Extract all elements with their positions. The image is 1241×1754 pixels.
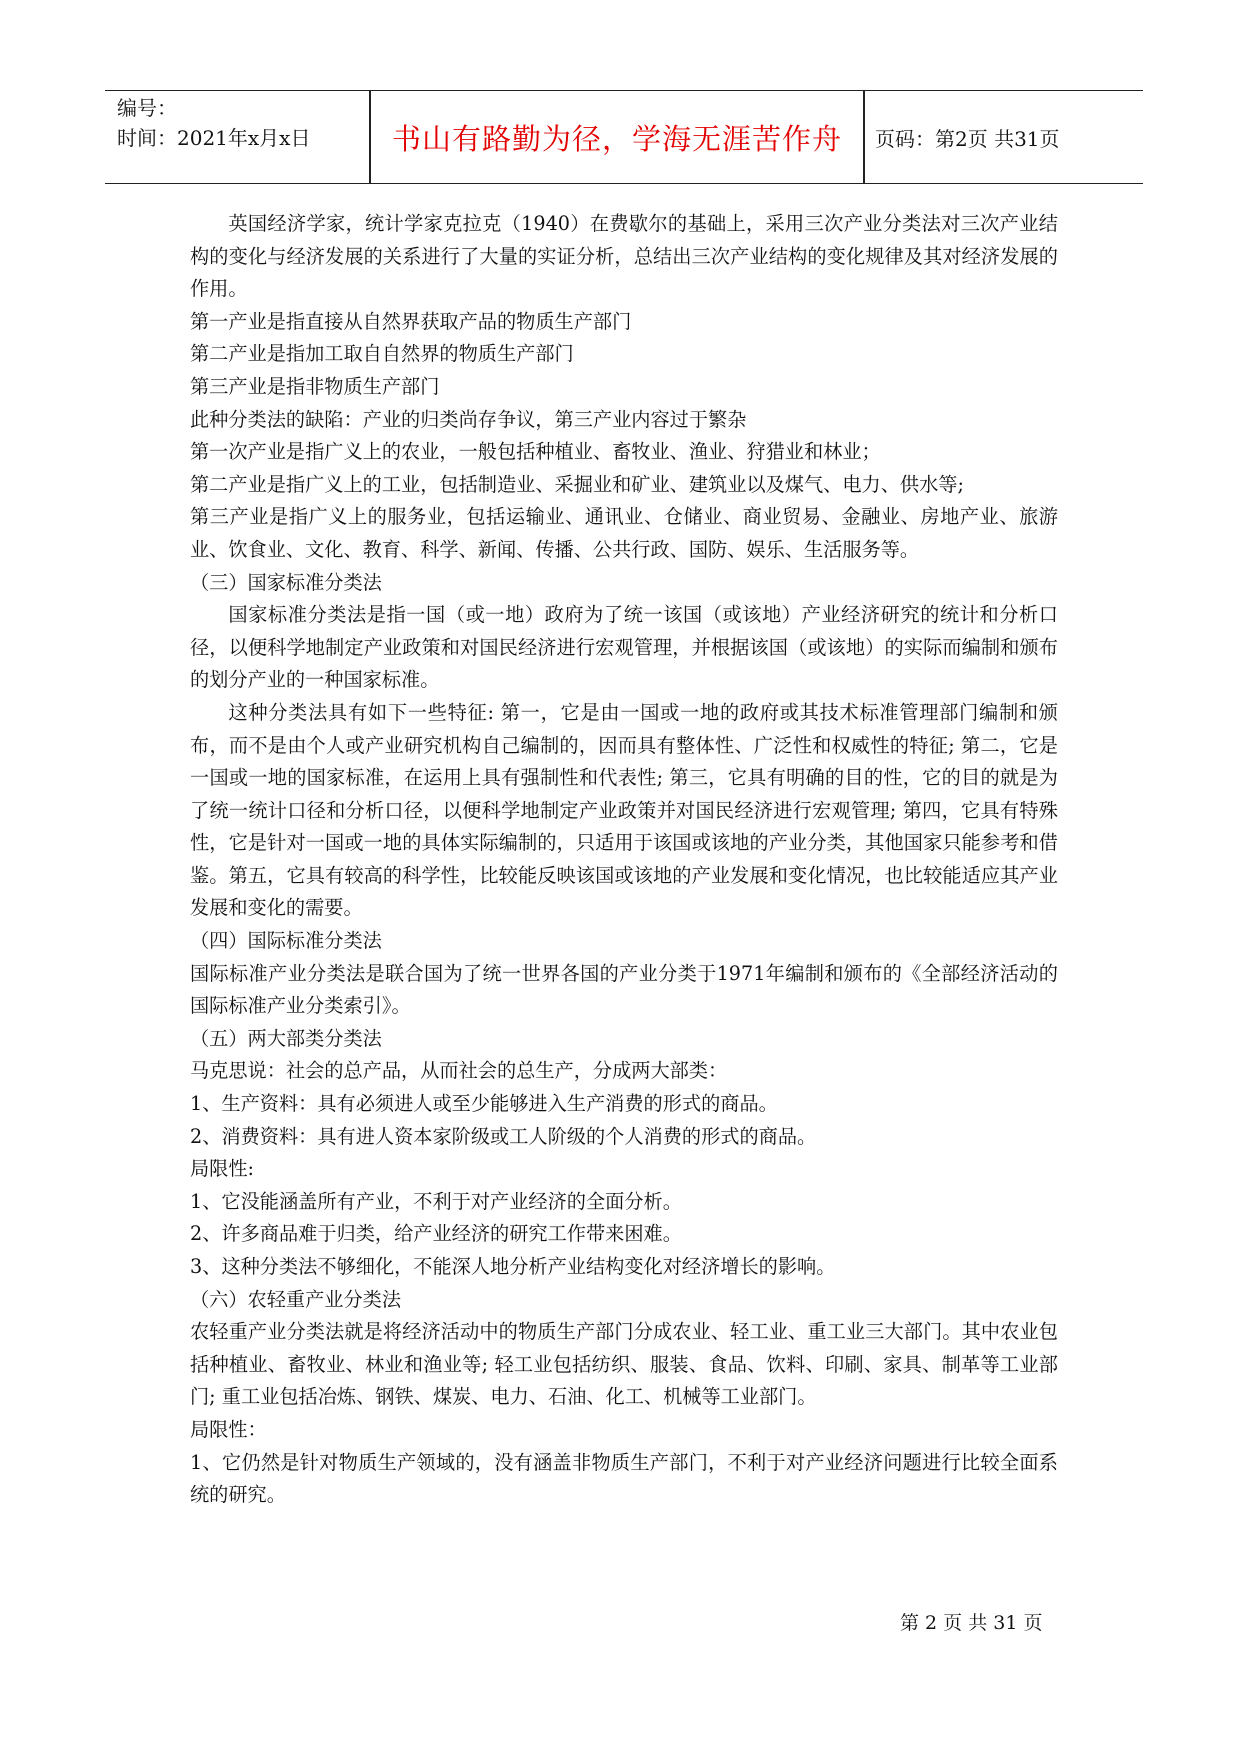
paragraph: 此种分类法的缺陷：产业的归类尚存争议，第三产业内容过于繁杂: [190, 407, 747, 431]
paragraph: 第二产业是指加工取自自然界的物质生产部门: [190, 342, 574, 366]
document-time-label: 时间：2021年x月x日: [117, 126, 311, 150]
paragraph: 马克思说：社会的总产品，从而社会的总生产，分成两大部类：: [190, 1059, 728, 1083]
paragraph: 第三产业是指广义上的服务业，包括运输业、通讯业、仓储业、商业贸易、金融业、房地产业、旅游业、饮食业、文化、教育、科学、新闻、传播、公共行政、国防、娱乐、生活服务等。: [190, 505, 1058, 561]
document-number-label: 编号：: [117, 96, 177, 120]
paragraph: 1、它没能涵盖所有产业，不利于对产业经济的全面分析。: [190, 1189, 682, 1213]
header-meta: [117, 93, 367, 153]
page-footer: 第 2 页 共 31 页: [900, 1612, 1043, 1634]
paragraph: 2、许多商品难于归类，给产业经济的研究工作带来困难。: [190, 1222, 682, 1246]
document-body: [190, 208, 1058, 1512]
paragraph: 英国经济学家，统计学家克拉克（1940）在费歇尔的基础上，采用三次产业分类法对三次产业结构的变化与经济发展的关系进行了大量的实证分析，总结出三次产业结构的变化规律及其对经济发展的作用。: [190, 212, 1058, 301]
paragraph: （六）农轻重产业分类法: [190, 1287, 402, 1311]
paragraph: 第三产业是指非物质生产部门: [190, 374, 440, 398]
paragraph: 3、这种分类法不够细化，不能深人地分析产业结构变化对经济增长的影响。: [190, 1255, 836, 1278]
header-motto: 书山有路勤为径，学海无涯苦作舟: [391, 121, 842, 156]
page-header: [105, 90, 1143, 184]
paragraph: 农轻重产业分类法就是将经济活动中的物质生产部门分成农业、轻工业、重工业三大部门。其中农业包括种植业、畜牧业、林业和渔业等; 轻工业包括纺织、服装、食品、饮料、印刷、家具、制革等工业部门; 重工业包括冶炼、钢铁、煤炭、电力、石油、化工、机械等工业部门。: [190, 1320, 1058, 1409]
paragraph: 国际标准产业分类法是联合国为了统一世界各国的产业分类于1971年编制和颁布的《全部经济活动的国际标准产业分类索引》。: [190, 961, 1058, 1018]
paragraph: （四）国际标准分类法: [190, 929, 382, 953]
header-page-number: 页码：第2页 共31页: [875, 126, 1060, 151]
paragraph: （五）两大部类分类法: [190, 1026, 382, 1050]
paragraph: 2、消费资料：具有进人资本家阶级或工人阶级的个人消费的形式的商品。: [190, 1124, 817, 1148]
paragraph: 局限性:: [190, 1157, 255, 1181]
paragraph: 第一产业是指直接从自然界获取产品的物质生产部门: [190, 309, 632, 333]
paragraph: （三）国家标准分类法: [190, 570, 382, 594]
paragraph: 国家标准分类法是指一国（或一地）政府为了统一该国（或该地）产业经济研究的统计和分析口径，以便科学地制定产业政策和对国民经济进行宏观管理，并根据该国（或该地）的实际而编制和颁布的划分产业的一种国家标准。: [190, 603, 1058, 692]
header-divider: [863, 91, 865, 183]
paragraph: 第一次产业是指广义上的农业，一般包括种植业、畜牧业、渔业、狩猎业和林业；: [190, 440, 881, 464]
paragraph: 1、生产资料：具有必须进人或至少能够进入生产消费的形式的商品。: [190, 1092, 778, 1116]
paragraph: 局限性：: [190, 1417, 267, 1441]
paragraph: 第二产业是指广义上的工业，包括制造业、采掘业和矿业、建筑业以及煤气、电力、供水等;: [190, 472, 964, 496]
paragraph: 这种分类法具有如下一些特征: 第一，它是由一国或一地的政府或其技术标准管理部门编制和颁布，而不是由个人或产业研究机构自己编制的，因而具有整体性、广泛性和权威性的特征; 第二，它是一国或一地的国家标准，在运用上具有强制性和代表性; 第三，它具有明确的目的性，它的目的就是为了统一统计口径和分析口径，以便科学地制定产业政策并对国民经济进行宏观管理; 第四，它具有特殊性，它是针对一国或一地的具体实际编制的，只适用于该国或该地的产业分类，其他国家只能参考和借鉴。第五，它具有较高的科学性，比较能反映该国或该地的产业发展和变化情况，也比较能适应其产业发展和变化的需要。: [190, 700, 1058, 920]
paragraph: 1、它仍然是针对物质生产领域的，没有涵盖非物质生产部门，不利于对产业经济问题进行比较全面系统的研究。: [190, 1450, 1058, 1507]
